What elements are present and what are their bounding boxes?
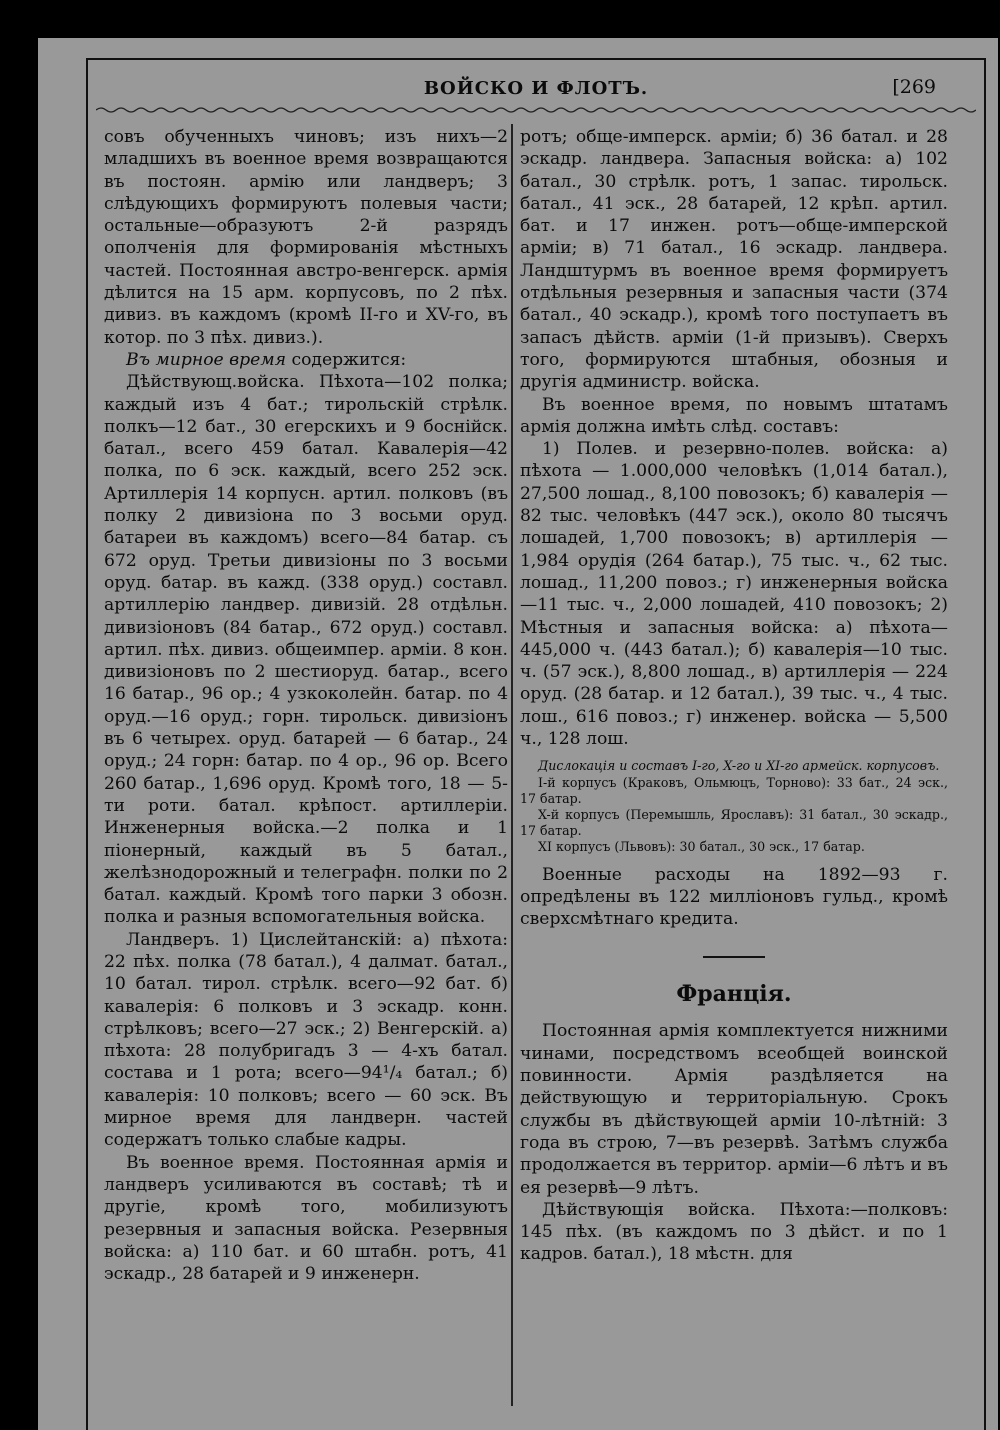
left-column bbox=[104, 126, 508, 1285]
paragraph: 1) Полев. и резервно-полев. войска: а) пѣхота — 1.000,000 человѣкъ (1,014 батал.), 27,500 лошад., 8,100 повозокъ; б) кавалерія — 82 тыс. человѣкъ (447 эск.), около 80 тысячъ лошадей, 1,700 повозокъ; в) артиллерія — 1,984 орудія (264 батар.), 75 тыс. ч., 62 тыс. лошад., 11,200 повоз.; г) инженерныя войска—11 тыс. ч., 2,000 лошадей, 410 повозокъ; 2) Мѣстныя и запасныя войска: а) пѣхота—445,000 ч. (443 батал.); б) кавалерія—10 тыс. ч. (57 эск.), 8,800 лошад., в) артиллерія — 224 оруд. (28 батар. и 12 батал.), 39 тыс. ч., 4 тыс. лош., 616 повоз.; г) инженер. войска — 5,500 ч., 128 лош. bbox=[520, 439, 948, 750]
page-number: [269 bbox=[892, 76, 936, 98]
footnote: X-й корпусъ (Перемышль, Ярославъ): 31 батал., 30 эскадр., 17 батар. bbox=[520, 806, 948, 839]
spacer bbox=[520, 856, 948, 864]
paragraph: Дѣйствующ.войска. Пѣхота—102 полка; каждый изъ 4 бат.; тирольскій стрѣлк. полкъ—12 бат., 30 егерскихъ и 9 боснійск. батал., всего 459 батал. Кавалерія—42 полка, по 6 эск. каждый, всего 252 эск. Артиллерія 14 корпусн. артил. полковъ (въ полку 2 дивизіона по 3 восьми оруд. батареи въ каждомъ) всего—84 батар. съ 672 оруд. Третьи дивизіоны по 3 восьми оруд. батар. въ кажд. (338 оруд.) составл. артиллерію ландвер. дивизій. 28 отдѣльн. дивизіоновъ (84 батар., 672 оруд.) составл. артил. пѣх. дивиз. общеимпер. арміи. 8 кон. дивизіоновъ по 2 шестиоруд. батар., всего 16 батар., 96 ор.; 4 узкоколейн. батар. по 4 оруд.—16 оруд.; горн. тирольск. дивизіонъ въ 6 четырех. оруд. батарей — 6 батар., 24 оруд.; 24 горн: батар. по 4 ор., 96 ор. Всего 260 батар., 1,696 оруд. Кромѣ того, 18 — 5-ти роти. батал. крѣпост. артиллеріи. Инженерныя войска.—2 полка и 1 піонерный, каждый въ 5 батал., желѣзнодорожный и телеграфн. полки по 2 батал. каждый. Кромѣ того парки 3 обозн. полка и разныя вспомогательныя войска. bbox=[104, 372, 508, 928]
text-run: содержится: bbox=[285, 349, 407, 370]
section-rule bbox=[703, 956, 765, 958]
page-header bbox=[88, 60, 984, 104]
paragraph: Постоянная армія комплектуется нижними чинами, посредствомъ всеобщей воинской повинности. Армія раздѣляется на действующую и территоріальную. Срокъ службы въ дѣйствующей арміи 10-лѣтній: 3 года въ строю, 7—въ резервѣ. Затѣмъ служба продолжается въ территор. арміи—6 лѣтъ и въ ея резервѣ—9 лѣтъ. bbox=[520, 1021, 948, 1198]
paragraph: совъ обученныхъ чиновъ; изъ нихъ—2 младшихъ въ военное время возвращаются въ постоян. армію или ландверъ; 3 слѣдующихъ формируютъ полевыя части; остальные—образуютъ 2-й разрядъ ополченія для формированія мѣстныхъ частей. Постоянная австро-венгерск. армія дѣлится на 15 арм. корпусовъ, по 2 пѣх. дивиз. въ каждомъ (кромѣ II-го и XV-го, въ котор. по 3 пѣх. дивиз.). bbox=[104, 127, 508, 348]
right-column bbox=[520, 126, 948, 1266]
footnote: Дислокація и составъ I-го, X-го и XI-го армейск. корпусовъ. bbox=[538, 758, 940, 774]
paragraph bbox=[104, 349, 508, 371]
paragraph: Въ военное время, по новымъ штатамъ армія должна имѣть слѣд. составъ: bbox=[520, 394, 948, 437]
paragraph: ротъ; обще-имперск. арміи; б) 36 батал. и 28 эскадр. ландвера. Запасныя войска: а) 102 батал., 30 стрѣлк. ротъ, 1 запас. тирольск. батал., 41 эск., 28 батарей, 12 крѣп. артил. бат. и 17 инжен. ротъ—обще-имперской арміи; в) 71 батал., 16 эскадр. ландвера. Ландштурмъ въ военное время формируетъ отдѣльныя резервныя и запасныя части (374 батал., 40 эскадр.), кромѣ того поступаетъ въ запасъ дѣйств. арміи (1-й призывъ). Сверхъ того, формируются штабныя, обозныя и другія администр. войска. bbox=[520, 127, 948, 393]
paragraph: Ландверъ. 1) Цислейтанскій: а) пѣхота: 22 пѣх. полка (78 батал.), 4 далмат. батал., 10 батал. тирол. стрѣлк. всего—92 бат. б) кавалерія: 6 полковъ и 3 эскадр. конн. стрѣлковъ; всего—27 эск.; 2) Венгерскій. а) пѣхота: 28 полубригадъ 3 — 4-хъ батал. состава и 1 рота; всего—94¹/₄ батал.; б) кавалерія: 10 полковъ; всего — 60 эск. Въ мирное время для ландверн. частей содержатъ только слабые кадры. bbox=[104, 929, 508, 1151]
paragraph: Военные расходы на 1892—93 г. опредѣлены въ 122 милліоновъ гульд., кромѣ сверхсмѣтнаго кредита. bbox=[520, 864, 948, 930]
spacer bbox=[520, 750, 948, 758]
page-frame bbox=[86, 58, 986, 1430]
column-divider bbox=[511, 124, 513, 1406]
scanned-page bbox=[38, 38, 998, 1430]
section-title: Франція. bbox=[676, 981, 792, 1008]
italic-phrase: Въ мирное время bbox=[126, 349, 286, 370]
running-head: ВОЙСКО И ФЛОТЪ. bbox=[423, 78, 649, 99]
paragraph: Дѣйствующія войска. Пѣхота:—полковъ: 145 пѣх. (въ каждомъ по 3 дѣйст. и по 1 кадров. батал.), 18 мѣстн. для bbox=[520, 1199, 948, 1265]
wavy-rule bbox=[96, 106, 976, 114]
footnote: I-й корпусъ (Краковъ, Ольмюцъ, Торново): 33 бат., 24 эск., 17 батар. bbox=[520, 774, 948, 806]
footnote: XI корпусъ (Львовъ): 30 батал., 30 эск., 17 батар. bbox=[538, 839, 865, 855]
paragraph: Въ военное время. Постоянная армія и ландверъ усиливаются въ составѣ; тѣ и другіе, кромѣ того, мобилизуютъ резервныя и запасныя войска. Резервныя войска: а) 110 бат. и 60 штабн. ротъ, 41 эскадр., 28 батарей и 9 инженерн. bbox=[104, 1152, 508, 1285]
